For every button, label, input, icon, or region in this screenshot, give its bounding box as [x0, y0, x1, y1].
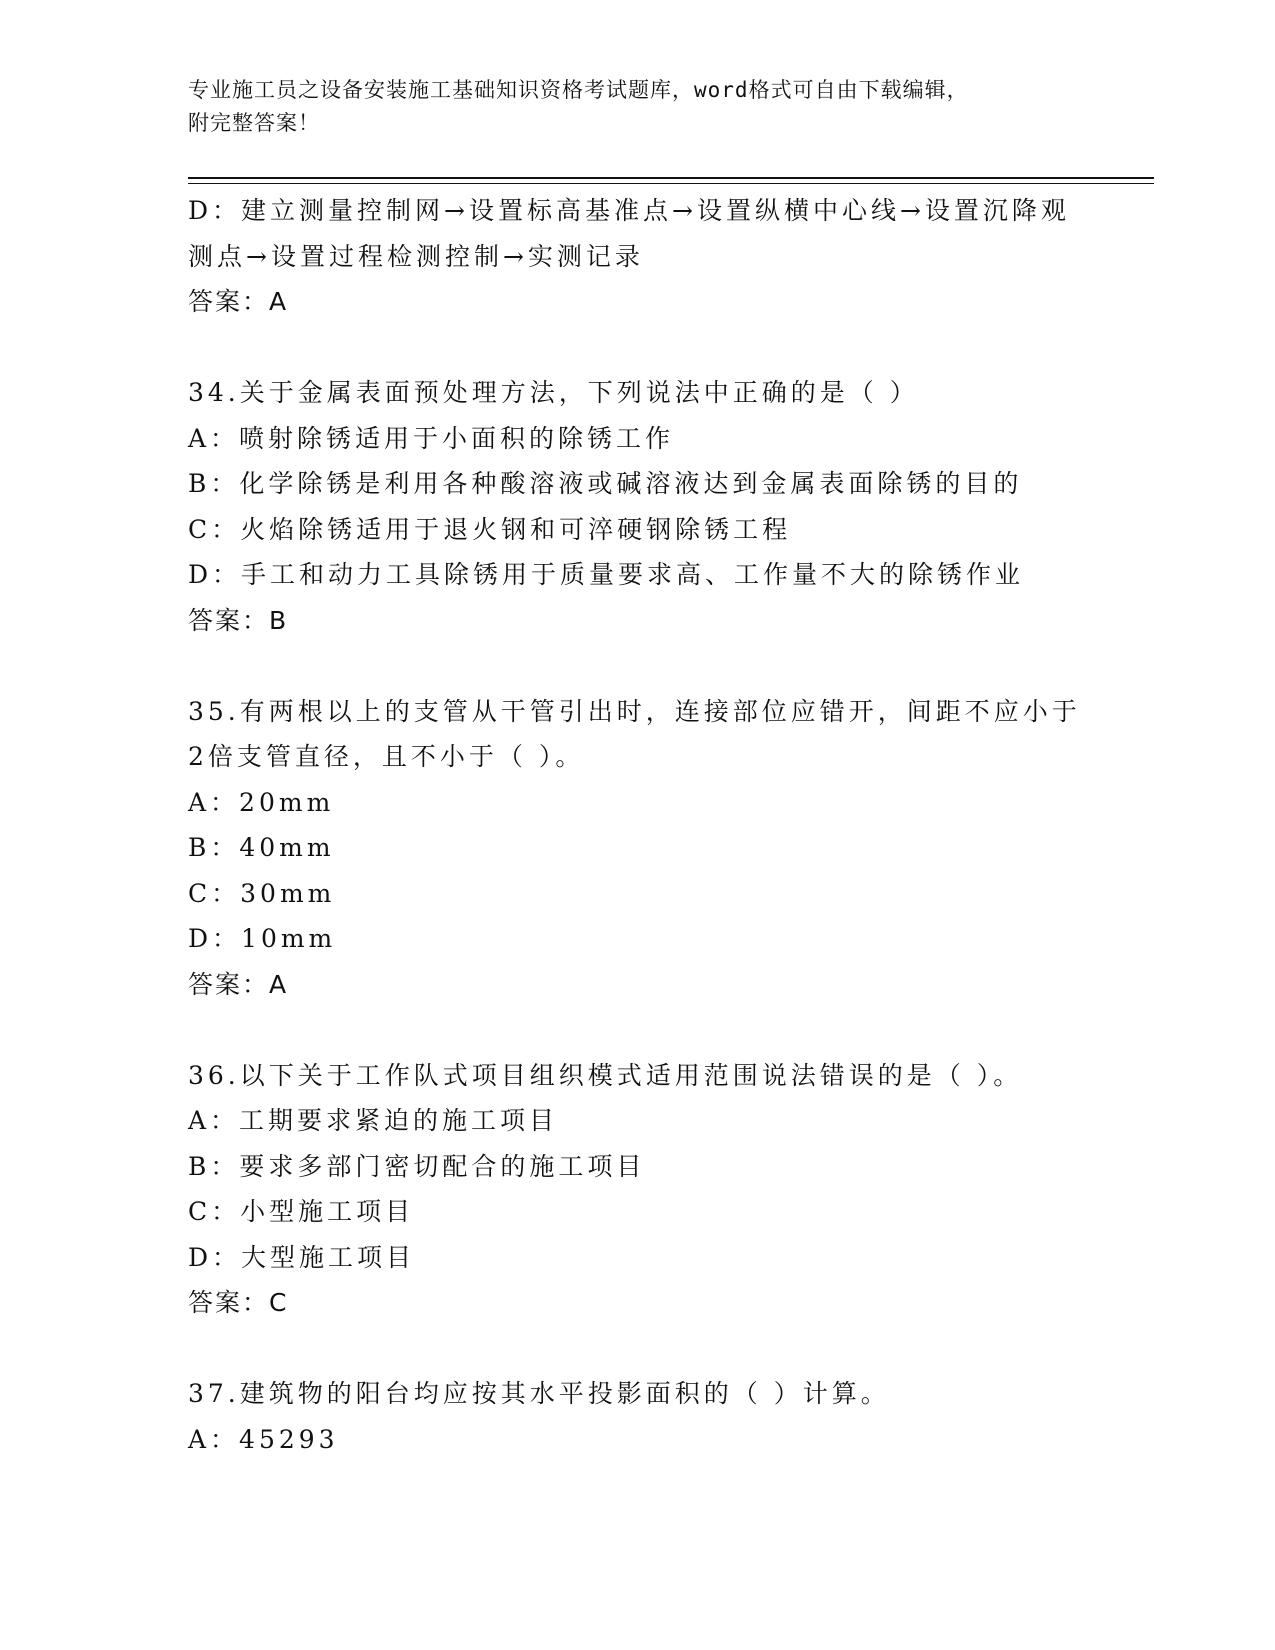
q35-option-b: B：40mm — [188, 833, 335, 862]
header-line-2: 附完整答案！ — [188, 111, 320, 135]
q36-answer: 答案：C — [188, 1288, 289, 1317]
q34-option-d: D：手工和动力工具除锈用于质量要求高、工作量不大的除锈作业 — [188, 560, 1025, 589]
q35-question-line1: 35.有两根以上的支管从干管引出时，连接部位应错开，间距不应小于 — [188, 696, 1081, 726]
header-line-1: 专业施工员之设备安装施工基础知识资格考试题库，word格式可自由下载编辑， — [188, 78, 969, 102]
q35-option-d: D：10mm — [188, 924, 337, 953]
q35-answer: 答案：A — [188, 969, 289, 999]
question-34 — [188, 370, 1088, 643]
q33-option-d-line1: D：建立测量控制网→设置标高基准点→设置纵横中心线→设置沉降观 — [188, 196, 1070, 225]
q37-option-a: A：45293 — [188, 1424, 339, 1454]
q34-answer: 答案：B — [188, 605, 289, 635]
header-divider-thick — [188, 177, 1154, 179]
q35-question-line2: 2倍支管直径，且不小于（ ）。 — [188, 742, 585, 771]
question-33 — [188, 188, 1088, 325]
q33-option-d-line2: 测点→设置过程检测控制→实测记录 — [188, 241, 644, 271]
question-37 — [188, 1371, 1088, 1462]
q35-option-c: C：30mm — [188, 878, 336, 908]
question-36 — [188, 1053, 1088, 1326]
q34-question: 34.关于金属表面预处理方法，下列说法中正确的是（ ） — [188, 378, 919, 407]
document-header — [188, 74, 1068, 140]
q35-option-a: A：20mm — [188, 787, 335, 817]
q37-question: 37.建筑物的阳台均应按其水平投影面积的（ ）计算。 — [188, 1379, 890, 1408]
q34-option-b: B：化学除锈是利用各种酸溶液或碱溶液达到金属表面除锈的目的 — [188, 469, 1023, 498]
q36-option-a: A：工期要求紧迫的施工项目 — [188, 1106, 559, 1135]
q36-option-b: B：要求多部门密切配合的施工项目 — [188, 1151, 646, 1181]
question-35 — [188, 689, 1088, 1008]
q36-option-c: C：小型施工项目 — [188, 1197, 415, 1226]
q36-question: 36.以下关于工作队式项目组织模式适用范围说法错误的是（ ）。 — [188, 1060, 1023, 1090]
q34-option-c: C：火焰除锈适用于退火钢和可淬硬钢除锈工程 — [188, 514, 792, 544]
q34-option-a: A：喷射除锈适用于小面积的除锈工作 — [188, 423, 675, 453]
q36-option-d: D：大型施工项目 — [188, 1242, 416, 1272]
question-list — [188, 188, 1088, 1462]
q33-answer: 答案：A — [188, 287, 289, 316]
header-divider-thin — [188, 183, 1154, 184]
